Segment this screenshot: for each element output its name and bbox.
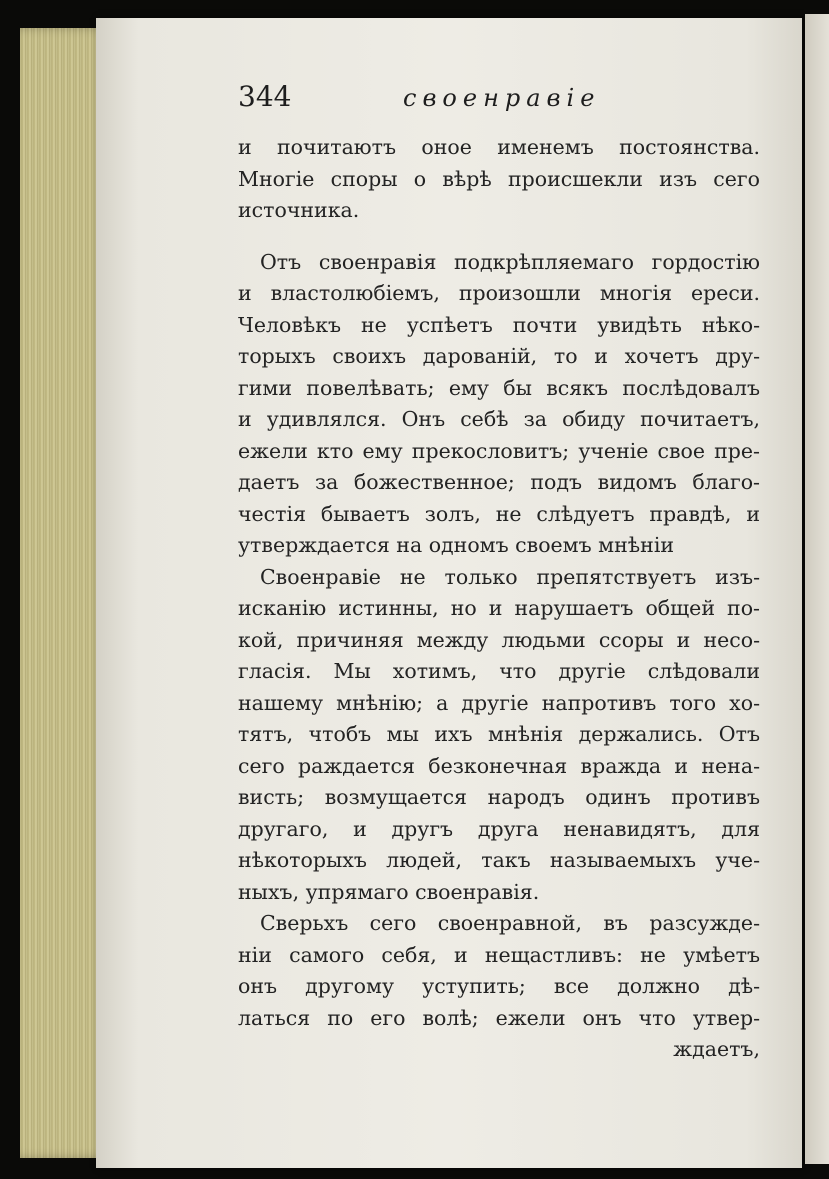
text-line: тятъ, чтобъ мы ихъ мнѣнія держались. Отъ (238, 722, 760, 746)
text-line: сего раждается безконечная вражда и нена- (238, 753, 760, 778)
text-line: кой, причиняя между людьми ссоры и несо- (238, 627, 760, 652)
text-line: ніи самого себя, и нещастливъ: не умѣетъ (238, 942, 760, 967)
text-line: другаго, и другъ друга ненавидятъ, для (238, 816, 760, 841)
text-line: и почитаютъ оное именемъ постоянства. (238, 135, 760, 159)
text-line: Человѣкъ не успѣетъ почти увидѣть нѣко- (238, 312, 760, 337)
facing-page-edge (805, 14, 829, 1164)
text-line: онъ другому уступить; все должно дѣ- (238, 974, 760, 998)
page-header (238, 80, 758, 120)
text-line: нашему мнѣнію; а другіе напротивъ того хо- (238, 690, 760, 715)
catchword: ждаетъ, (673, 1037, 760, 1061)
text-line: честія бываетъ золъ, не слѣдуетъ правдѣ, и (238, 501, 760, 526)
text-line: нѣкоторыхъ людей, такъ называемыхъ уче- (238, 848, 760, 872)
text-line: Сверьхъ сего своенравной, въ разсужде- (260, 911, 760, 935)
text-line: Многіе споры о вѣрѣ происшекли изъ сего (238, 166, 760, 191)
text-line: Отъ своенравія подкрѣпляемаго гордостію (260, 249, 760, 274)
text-line: и удивлялся. Онъ себѣ за обиду почитаетъ, (238, 407, 760, 431)
text-line: источника. (238, 198, 360, 222)
text-line: висть; возмущается народъ одинъ противъ (238, 785, 760, 809)
text-line: утверждается на одномъ своемъ мнѣніи (238, 533, 675, 557)
text-line: гласія. Мы хотимъ, что другіе слѣдовали (238, 659, 760, 683)
running-title: своенравіе (403, 84, 601, 112)
text-line: исканію истинны, но и нарушаетъ общей по- (238, 596, 760, 620)
text-line: даетъ за божественное; подъ видомъ благо- (238, 470, 760, 494)
text-line: торыхъ своихъ дарованій, то и хочетъ дру- (238, 344, 760, 368)
text-line: Своенравіе не только препятствуетъ изъ- (260, 564, 760, 589)
page-number: 344 (238, 80, 292, 113)
text-line: гими повелѣвать; ему бы всякъ послѣдовалъ (238, 375, 760, 400)
text-line: ныхъ, упрямаго своенравія. (238, 879, 540, 904)
body-text (238, 132, 760, 1066)
text-line: латься по его волѣ; ежели онъ что утвер- (238, 1005, 760, 1030)
text-line: ежели кто ему прекословитъ; ученіе свое пре- (238, 438, 760, 463)
text-line: и властолюбіемъ, произошли многія ереси. (238, 281, 760, 305)
